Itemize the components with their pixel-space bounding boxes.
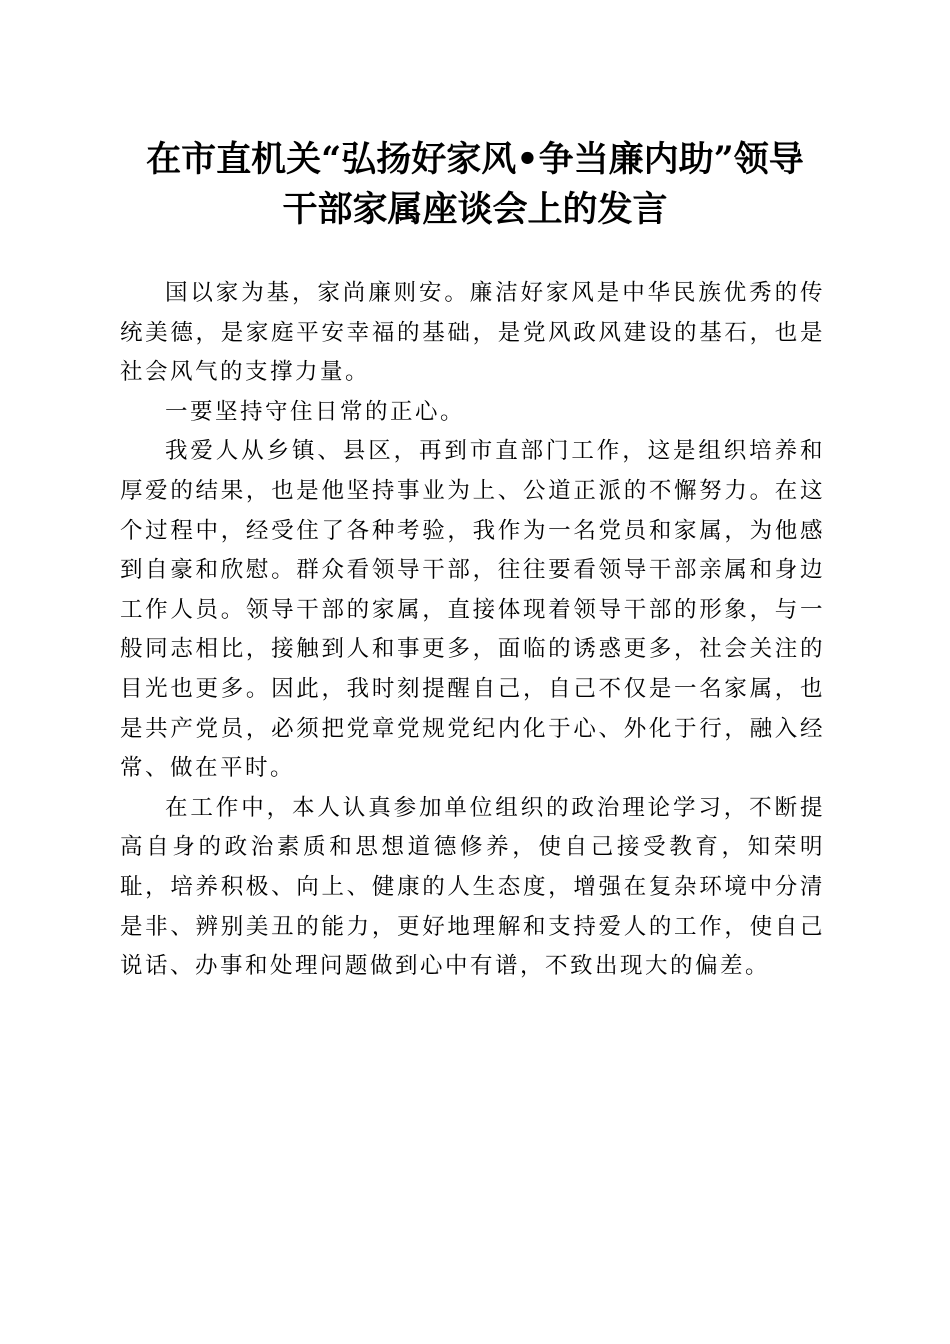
paragraph-husband-work: 我爱人从乡镇、县区，再到市直部门工作，这是组织培养和厚爱的结果，也是他坚持事业为上、公道正派的不懈努力。在这个过程中，经受住了各种考验，我作为一名党员和家属，为他感到自豪和欣慰。群众看领导干部，往往要看领导干部亲属和身边工作人员。领导干部的家属，直接体现着领导干部的形象，与一般同志相比，接触到人和事更多，面临的诱惑更多，社会关注的目光也更多。因此，我时刻提醒自己，自己不仅是一名家属，也是共产党员，必须把党章党规党纪内化于心、外化于行，融入经常、做在平时。 [120, 438, 825, 782]
paragraph-self-study: 在工作中，本人认真参加单位组织的政治理论学习，不断提高自身的政治素质和思想道德修养，使自己接受教育，知荣明耻，培养积极、向上、健康的人生态度，增强在复杂环境中分清是非、辨别美丑的能力，更好地理解和支持爱人的工作，使自己说话、办事和处理问题做到心中有谱，不致出现大的偏差。 [120, 794, 825, 980]
title-line-2: 干部家属座谈会上的发言 [282, 189, 668, 230]
document-title [100, 135, 850, 235]
title-line-1: 在市直机关“弘扬好家风•争当廉内助”领导 [146, 139, 804, 180]
document-body [120, 274, 825, 987]
paragraph-intro: 国以家为基，家尚廉则安。廉洁好家风是中华民族优秀的传统美德，是家庭平安幸福的基础，是党风政风建设的基石，也是社会风气的支撑力量。 [120, 280, 825, 386]
paragraph-heading-point-one: 一要坚持守住日常的正心。 [165, 398, 466, 425]
